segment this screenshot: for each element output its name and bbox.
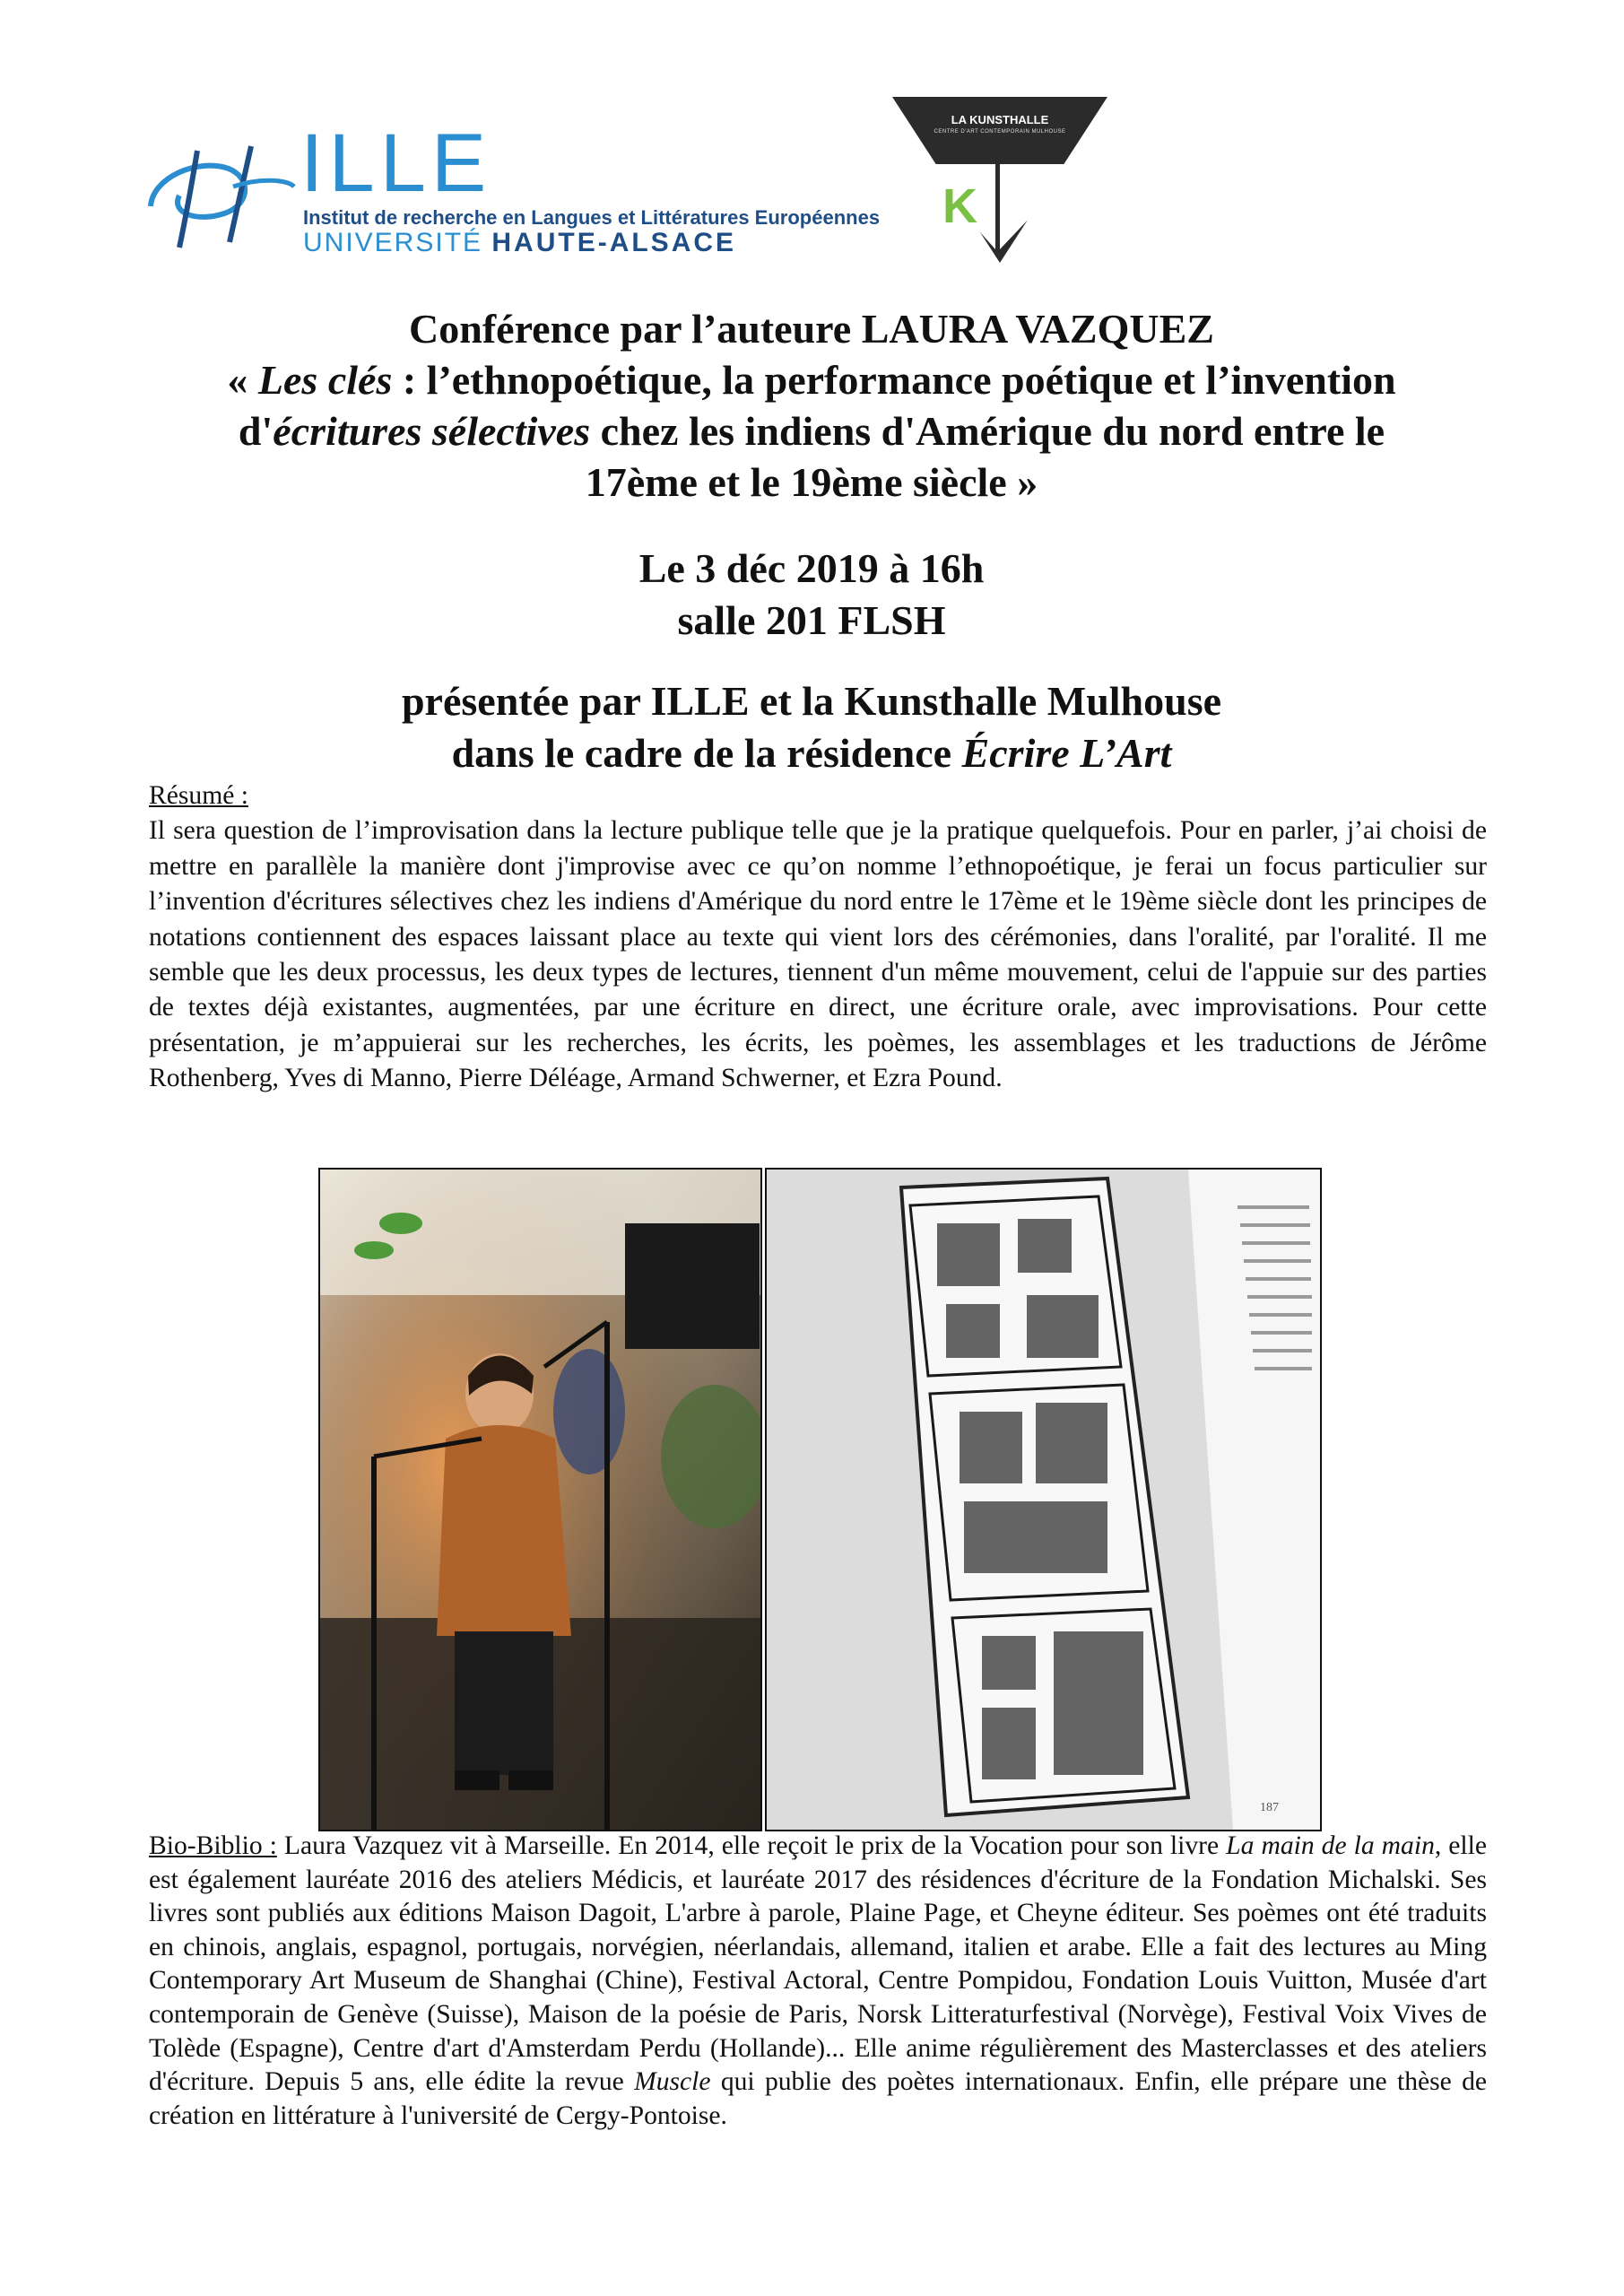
presented-line-2: dans le cadre de la résidence Écrire L’Art (451, 730, 1172, 776)
summary-section (149, 778, 1487, 1097)
kunsthalle-name: LA KUNSTHALLE (951, 113, 1049, 126)
ille-logo (143, 117, 881, 269)
ille-wordmark: ILLE (300, 117, 492, 209)
ille-university: UNIVERSITÉ HAUTE-ALSACE (303, 228, 737, 257)
author-photo (318, 1168, 762, 1831)
ille-signature-icon (143, 142, 296, 249)
kunsthalle-subtitle: CENTRE D'ART CONTEMPORAIN MULHOUSE (934, 129, 1066, 135)
event-date: Le 3 déc 2019 à 16h (638, 545, 985, 591)
bio-text: Bio-Biblio : Laura Vazquez vit à Marseille. En 2014, elle reçoit le prix de la Vocation pour son livre La main de la main, elle est également lauréate 2016 des ateliers Médicis, et lauréate 2017 des résidences d'écriture de la Fondation Michalski. Ses livres sont publiés aux éditions Maison Dagoit, L'arbre à parole, Plaine Page, et Cheyne éditeur. Ses poèmes ont été traduits en chinois, anglais, espagnol, portugais, norvégien, néerlandais, allemand, italien et arabe. Elle a fait des lectures au Ming Contemporary Art Museum de Shanghai (Chine), Festival Actoral, Centre Pompidou, Fondation Louis Vuitton, Musée d'art contemporain de Genève (Suisse), Maison de la poésie de Paris, Norsk Litteraturfestival (Norvège), Festival Voix Vives de Tolède (Espagne), Centre d'art d'Amsterdam Perdu (Hollande)... Elle anime régulièrement des Masterclasses et des ateliers d'écriture. Depuis 5 ans, elle édite la revue Muscle qui publie des poètes internationaux. Enfin, elle prépare une thèse de création en littérature à l'université de Cergy-Pontoise. (149, 1831, 1488, 2130)
summary-text: Il sera question de l’improvisation dans la lecture publique telle que je la pratique quelquefois. Pour en parler, j’ai choisi de mettre en parallèle la manière dont j'improvise avec ce qu’on nomme l’ethnopoétique, je ferai un focus particulier sur l’invention d'écritures sélectives chez les indiens d'Amérique du nord entre le 17ème et le 19ème siècle dont les principes de notations contiennent des espaces laissant place au texte qui vient lors des cérémonies, dans l'oralité, par l'oralité. Il me semble que les deux processus, les deux types de lectures, tiennent d'un même mouvement, celui de l'appuie sur des parties de textes déjà existantes, augmentées, par une écriture en direct, une écriture orale, avec improvisations. Pour cette présentation, je m’appuierai sur les recherches, les écrits, les poèmes, les assemblages et les traductions de Jérôme Rothenberg, Yves di Manno, Pierre Déléage, Armand Schwerner, et Ezra Pound. (149, 816, 1487, 1093)
title-line-3: d'écritures sélectives chez les indiens d'Amérique du nord entre le (238, 408, 1385, 454)
presented-line-1: présentée par ILLE et la Kunsthalle Mulhouse (401, 678, 1222, 724)
title-line-1: Conférence par l’auteure LAURA VAZQUEZ (409, 306, 1214, 352)
event-details (117, 543, 1507, 647)
bio-label: Bio-Biblio : (149, 1831, 277, 1860)
title-line-2: « Les clés : l’ethnopoétique, la performance poétique et l’invention (227, 357, 1396, 403)
summary-label: Résumé : (149, 781, 248, 810)
title-line-4: 17ème et le 19ème siècle » (585, 459, 1038, 505)
ille-subtitle: Institut de recherche en Langues et Littératures Européennes (303, 206, 881, 229)
bio-biblio-section (149, 1830, 1487, 2133)
event-room: salle 201 FLSH (677, 597, 946, 643)
conference-title (117, 303, 1507, 508)
book-page-number: 187 (1260, 1801, 1279, 1814)
presented-by (117, 675, 1507, 779)
kunsthalle-k-letter: K (942, 179, 977, 233)
kunsthalle-logo (892, 97, 1107, 263)
codex-book-photo (765, 1168, 1322, 1831)
